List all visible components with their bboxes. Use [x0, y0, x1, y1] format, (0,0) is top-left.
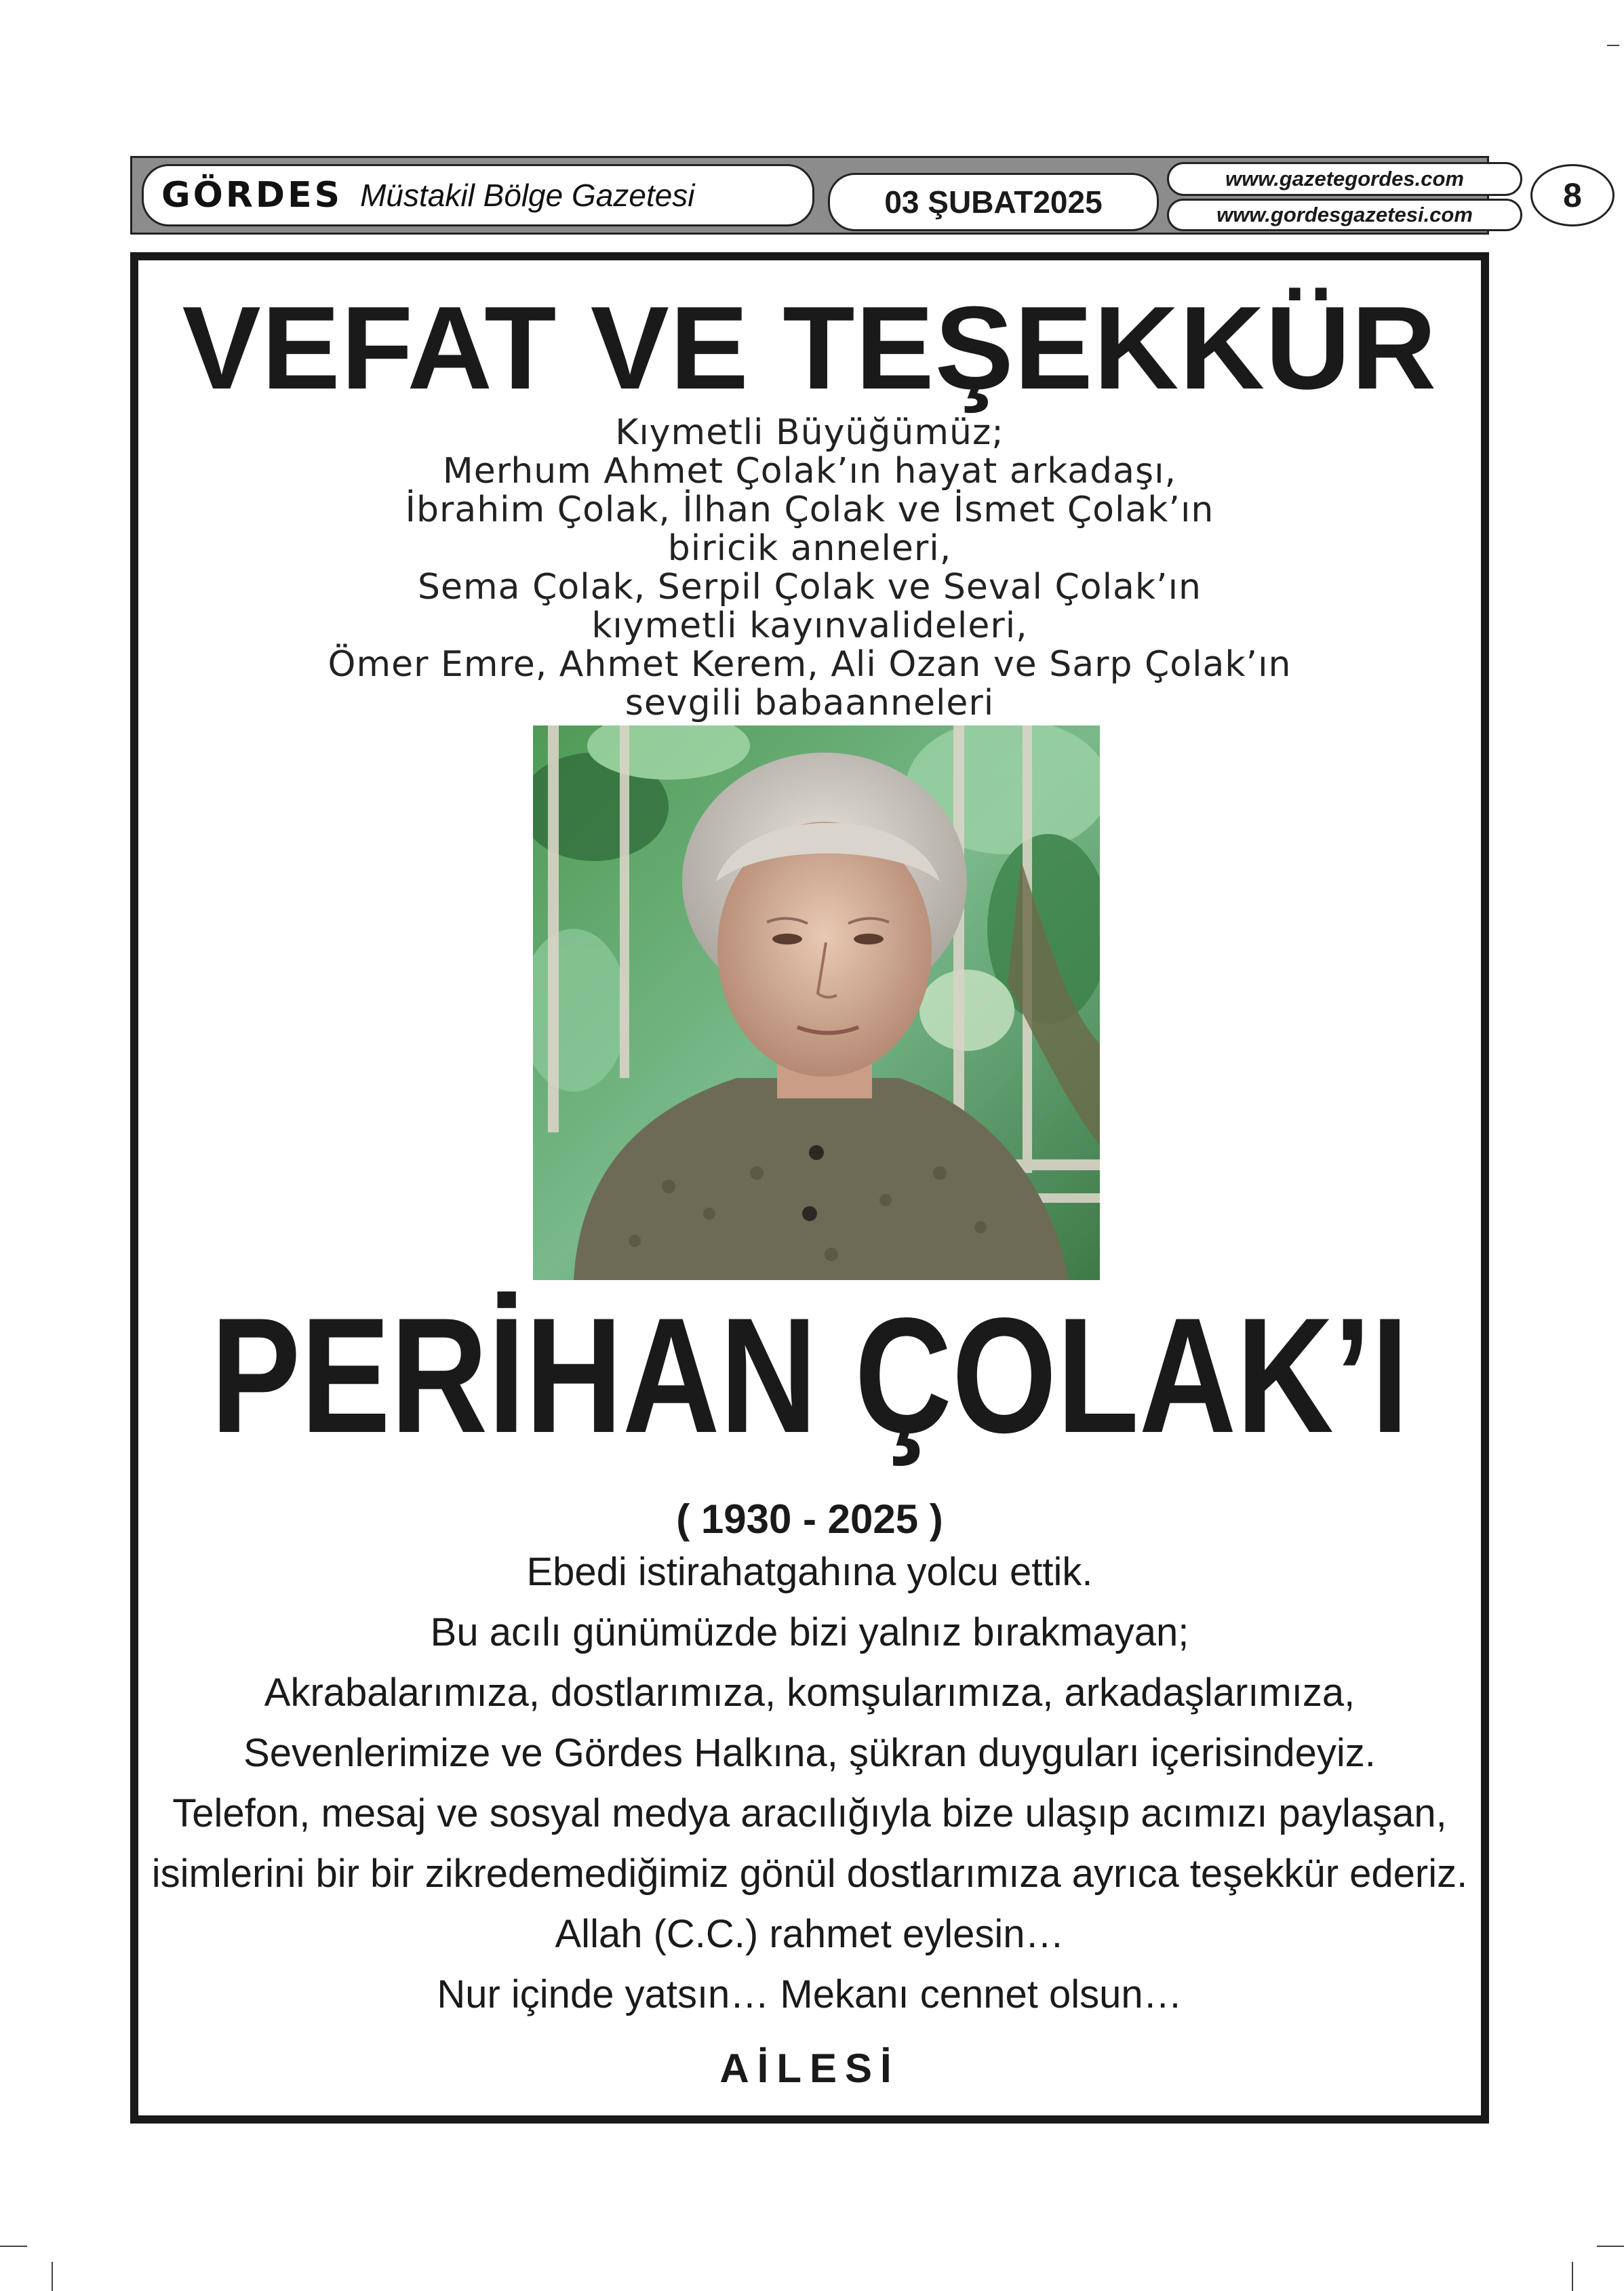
notice-title: VEFAT VE TEŞEKKÜR	[182, 281, 1438, 414]
website-link-1[interactable]: www.gazetegordes.com	[1167, 162, 1522, 196]
body-line: Akrabalarımıza, dostlarımıza, komşularımıza, arkadaşlarımıza,	[264, 1671, 1355, 1715]
body-line: Allah (C.C.) rahmet eylesin…	[555, 1912, 1065, 1956]
newspaper-brand: GÖRDES	[161, 175, 343, 216]
body-line: Sevenlerimize ve Gördes Halkına, şükran duyguları içerisindeyiz.	[243, 1731, 1376, 1775]
crop-mark	[1607, 45, 1619, 46]
family-signature: AİLESİ	[719, 2046, 900, 2091]
intro-line: Merhum Ahmet Çolak’ın hayat arkadaşı,	[442, 451, 1177, 492]
body-line: isimlerini bir bir zikredemediğimiz gönül dostlarımıza ayrıca teşekkür ederiz.	[151, 1852, 1468, 1896]
life-years: ( 1930 - 2025 )	[676, 1496, 943, 1542]
notice-intro	[138, 414, 1481, 723]
crop-mark	[1572, 2262, 1573, 2291]
crop-mark	[1597, 2246, 1624, 2247]
body-line: Ebedi istirahatgahına yolcu ettik.	[526, 1550, 1093, 1594]
newspaper-masthead	[130, 156, 1582, 235]
body-line: Nur içinde yatsın… Mekanı cennet olsun…	[437, 1972, 1183, 2016]
deceased-name: PERİHAN ÇOLAK’I	[210, 1283, 1409, 1467]
intro-line: İbrahim Çolak, İlhan Çolak ve İsmet Çolak’ın	[405, 490, 1214, 530]
body-line: Bu acılı günümüzde bizi yalnız bırakmayan;	[430, 1610, 1189, 1654]
crop-mark	[52, 2262, 53, 2291]
intro-line: Sema Çolak, Serpil Çolak ve Seval Çolak’ın	[418, 567, 1202, 607]
intro-line: Kıymetli Büyüğümüz;	[615, 412, 1004, 453]
page-number: 8	[1530, 164, 1615, 226]
body-line: Telefon, mesaj ve sosyal medya aracılığıyla bize ulaşıp acımızı paylaşan,	[172, 1791, 1447, 1835]
masthead-title-box	[142, 164, 814, 226]
intro-line: biricik anneleri,	[667, 528, 952, 569]
intro-line: sevgili babaanneleri	[625, 683, 995, 723]
portrait-photo	[533, 725, 1100, 1280]
website-link-2[interactable]: www.gordesgazetesi.com	[1167, 199, 1522, 231]
intro-line: Ömer Emre, Ahmet Kerem, Ali Ozan ve Sarp Çolak’ın	[328, 644, 1292, 685]
newspaper-tagline: Müstakil Bölge Gazetesi	[360, 178, 695, 213]
intro-line: kıymetli kayınvalideleri,	[591, 605, 1028, 646]
issue-date: 03 ŞUBAT2025	[828, 173, 1159, 231]
crop-mark	[0, 2246, 27, 2247]
obituary-notice	[130, 252, 1489, 2124]
notice-body	[138, 1542, 1481, 2025]
